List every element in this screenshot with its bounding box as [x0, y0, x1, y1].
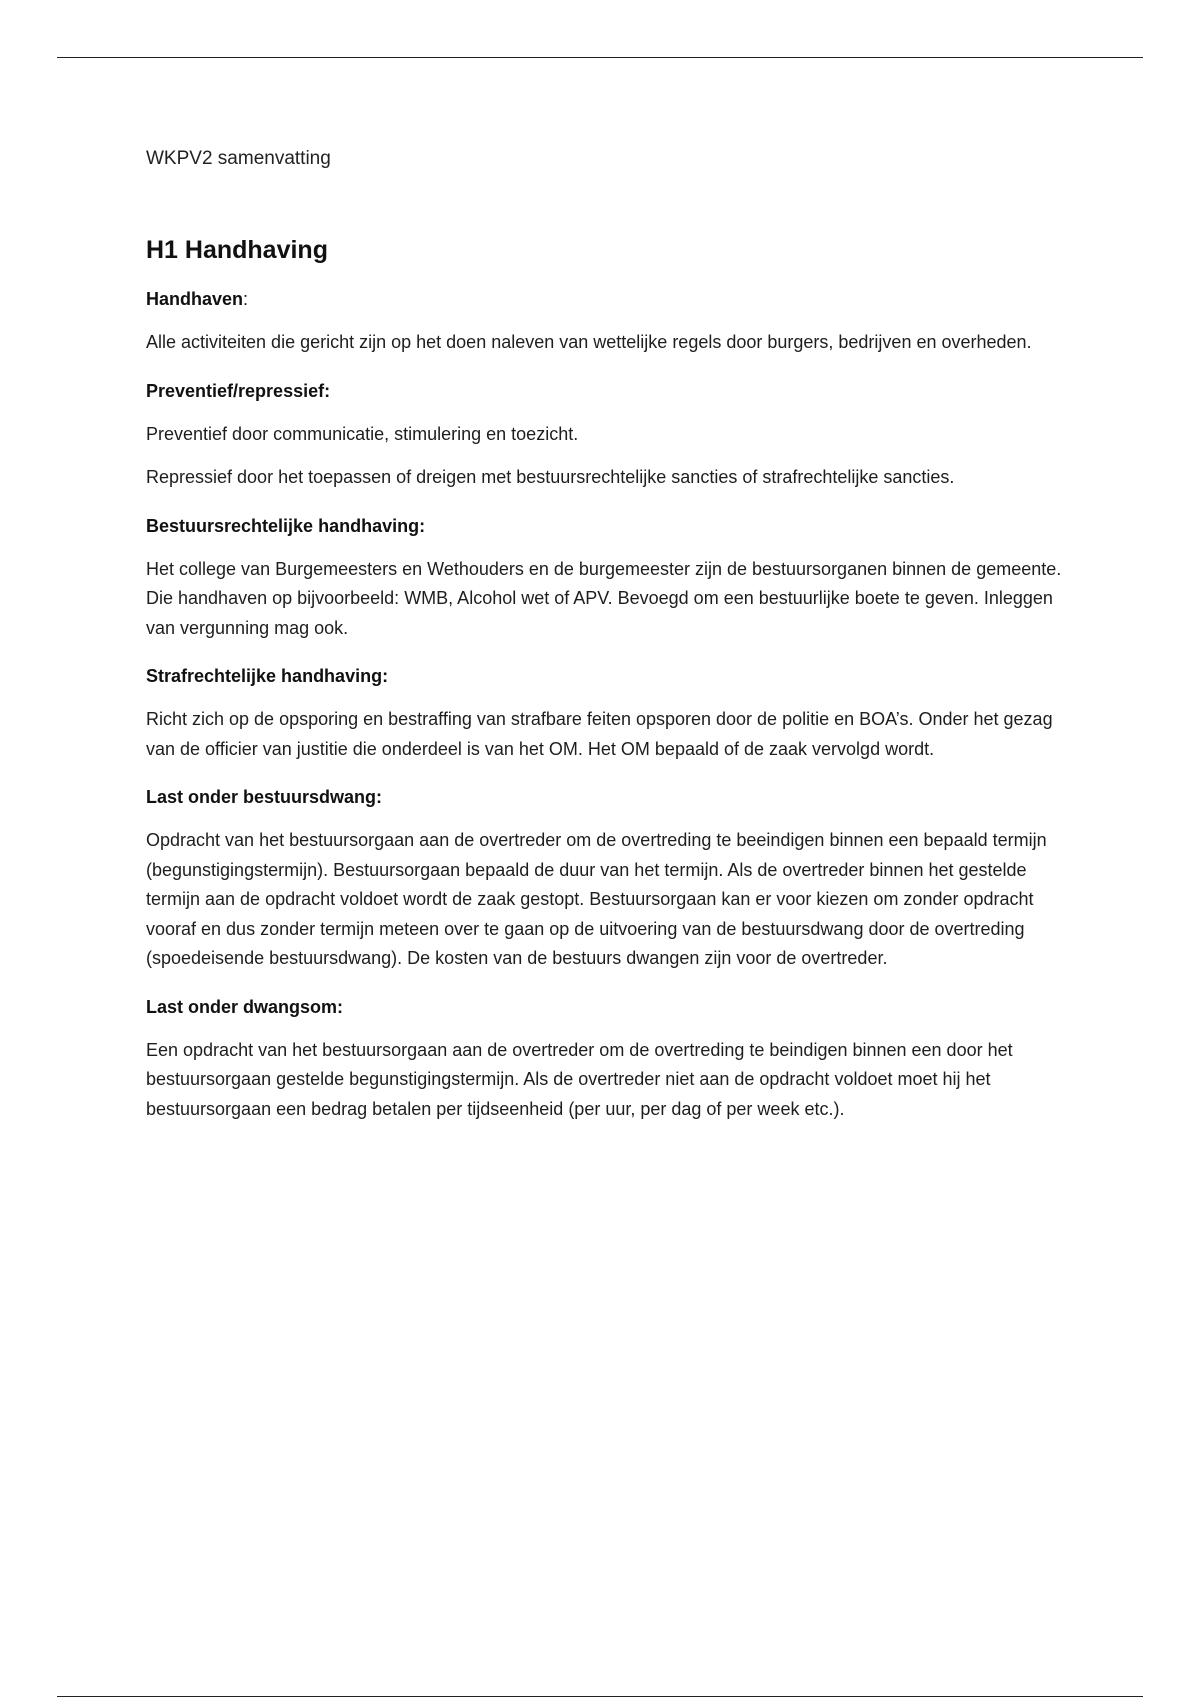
definition-strafrechtelijke-handhaving: Richt zich op de opsporing en bestraffing van strafbare feiten opsporen door de politie en BOA’s. Onder het gezag van de officier van justitie die onderdeel is van het OM. Het OM bepaald of de zaak vervolgd wordt. [146, 709, 1053, 759]
header-rule [57, 57, 1143, 58]
term-handhaven [146, 286, 1066, 312]
definition-bestuursrechtelijke-handhaving: Het college van Burgemeesters en Wethouders en de burgemeester zijn de bestuursorganen binnen de gemeente. Die handhaven op bijvoorbeeld: WMB, Alcohol wet of APV. Bevoegd om een bestuurlijke boete te geven. Inleggen van vergunning mag ook. [146, 558, 1062, 638]
term-last-onder-bestuursdwang: Last onder bestuursdwang: [146, 787, 383, 807]
term-bestuursrechtelijke-handhaving: Bestuursrechtelijke handhaving: [146, 515, 426, 536]
document-title: WKPV2 samenvatting [146, 148, 331, 169]
definition-last-onder-dwangsom: Een opdracht van het bestuursorgaan aan de overtreder om de overtreding te beindigen binnen een door het bestuursorgaan gestelde begunstigingstermijn. Als de overtreder niet aan de opdracht voldoet moet hij het bestuursorgaan een bedrag betalen per tijdseenheid (per uur, per dag of per week etc.). [146, 1039, 1013, 1119]
term-handhaven-label: Handhaven [146, 289, 244, 309]
term-preventief-repressief: Preventief/repressief: [146, 380, 331, 401]
definition-repressief: Repressief door het toepassen of dreigen met bestuursrechtelijke sancties of strafrechtelijke sancties. [146, 467, 955, 487]
term-strafrechtelijke-handhaving: Strafrechtelijke handhaving: [146, 666, 389, 686]
definition-last-onder-bestuursdwang: Opdracht van het bestuursorgaan aan de overtreder om de overtreding te beeindigen binnen een bepaald termijn (begunstigingstermijn). Bestuursorgaan bepaald de duur van het termijn. Als de overtreder binnen het gestelde termijn aan de opdracht voldoet wordt de zaak gestopt. Bestuursorgaan kan er voor kiezen om zonder opdracht vooraf en dus zonder termijn meteen over te gaan op de uitvoering van de bestuursdwang door de overtreding (spoedeisende bestuursdwang). De kosten van de bestuurs dwangen zijn voor de overtreder. [146, 830, 1047, 968]
chapter-heading: H1 Handhaving [146, 236, 328, 264]
definition-preventief: Preventief door communicatie, stimulering en toezicht. [146, 423, 579, 444]
term-handhaven-colon: : [243, 289, 249, 309]
term-last-onder-dwangsom: Last onder dwangsom: [146, 996, 344, 1017]
document-page [146, 146, 1066, 1124]
definition-handhaven: Alle activiteiten die gericht zijn op het doen naleven van wettelijke regels door burgers, bedrijven en overheden. [146, 332, 1032, 352]
footer-rule [57, 1696, 1143, 1697]
